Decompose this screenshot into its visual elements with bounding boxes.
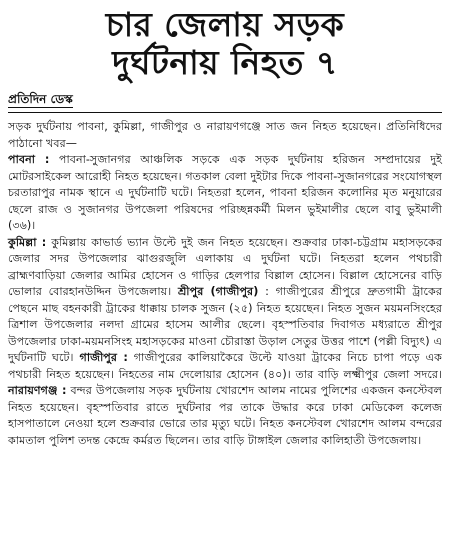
text-sreepur: : গাজীপুরের শ্রীপুরে দ্রুতগামী ট্রাকের পেছনে মাছ বহনকারী ট্রাকের ধাক্কায় চালক সুজন (২৫) নিহত হয়েছেন। নিহত সুজন ময়মনসিংহের ত্রিশাল উপজেলার নলদা গ্রামের হাসেম আলীর ছেলে। বৃহস্পতিবার দিবাগত মধ্যরাতে শ্রীপুর উপজেলার ঢাকা-ময়মনসিংহ মহাসড়কের মাওনা চৌরাস্তা উড়াল সেতুর উত্তর পাশে (পল্লী বিদ্যুৎ) এ দুর্ঘটনাটি ঘটে।: [8, 285, 442, 364]
paragraph-pabna: [8, 152, 442, 235]
headline-line-1: চার জেলায় সড়ক: [105, 5, 345, 44]
kicker-pabna: পাবনা :: [8, 153, 50, 166]
kicker-gazipur: গাজীপুর :: [79, 351, 128, 364]
kicker-narayanganj: নারায়ণগঞ্জ :: [8, 384, 67, 397]
divider: [8, 112, 442, 113]
byline: প্রতিদিন ডেস্ক: [8, 92, 73, 106]
text-narayanganj: বন্দর উপজেলায় সড়ক দুর্ঘটনায় খোরশেদ আলম নামের পুলিশের একজন কনস্টেবল নিহত হয়েছেন। বৃহস্পতিবার রাতে দুর্ঘটনার পর তাকে উদ্ধার করে ঢাকা মেডিকেল কলেজ হাসপাতালে নেওয়া হলে শুক্রবার ভোরে তার মৃত্যু ঘটে। নিহত কনস্টেবল খোরশেদ আলম বন্দরের কামতাল পুলিশ তদন্ত কেন্দ্রে কর্মরত ছিলেন। তার বাড়ি টাঙ্গাইল জেলার কালিহাতী উপজেলায়।: [8, 384, 442, 447]
article-body: [8, 119, 442, 449]
lead-paragraph: সড়ক দুর্ঘটনায় পাবনা, কুমিল্লা, গাজীপুর ও নারায়ণগঞ্জে সাত জন নিহত হয়েছেন। প্রতিনিধিদের পাঠানো খবর—: [8, 120, 442, 150]
text-pabna: পাবনা-সুজানগর আঞ্চলিক সড়কে এক সড়ক দুর্ঘটনায় হরিজন সম্প্রদায়ের দুই মোটরসাইকেল আরোহী নিহত হয়েছেন। গতকাল বেলা দুইটার দিকে পাবনা-সুজানগরের সংযোগস্থল চরতারাপুর নামক স্থানে এ দুর্ঘটনাটি ঘটে। নিহতরা হলেন, পাবনা হরিজন কলোনির মৃত মনুয়ারের ছেলে রাজ ও সুজানগর উপজেলা পরিষদের পরিচ্ছন্নকর্মী মিলন ভুইমালীর ছেলে বাবু ভুইমালী (৩৬)।: [8, 153, 443, 232]
paragraph-cumilla-sreepur: [8, 235, 442, 450]
kicker-sreepur: শ্রীপুর (গাজীপুর): [178, 285, 259, 298]
text-cumilla: কুমিল্লায় কাভার্ড ভ্যান উল্টে দুই জন নিহত হয়েছেন। শুক্রবার ঢাকা-চট্টগ্রাম মহাসড়কের জেলার সদর উপজেলার ঝাগুরজুলি এলাকায় এ দুর্ঘটনা ঘটে। নিহতরা হলেন পথচারী ব্রাহ্মণবাড়িয়া জেলার আমির হোসেন ও গাড়ির হেলপার বিল্লাল হোসেন। বিল্লাল হোসেনের বাড়ি ভোলার বোরহানউদ্দিন উপজেলায়।: [8, 235, 443, 298]
kicker-cumilla: কুমিল্লা :: [8, 235, 47, 249]
headline-line-2: দুর্ঘটনায় নিহত ৭: [112, 43, 338, 82]
text-gazipur: গাজীপুরের কালিয়াকৈরে উল্টে যাওয়া ট্রাকের নিচে চাপা পড়ে এক পথচারী নিহত হয়েছেন। নিহতের নাম দেলোয়ার হোসেন (৪০)। তার বাড়ি লক্ষ্মীপুর জেলা সদরে।: [8, 351, 442, 381]
headline: [8, 6, 442, 82]
